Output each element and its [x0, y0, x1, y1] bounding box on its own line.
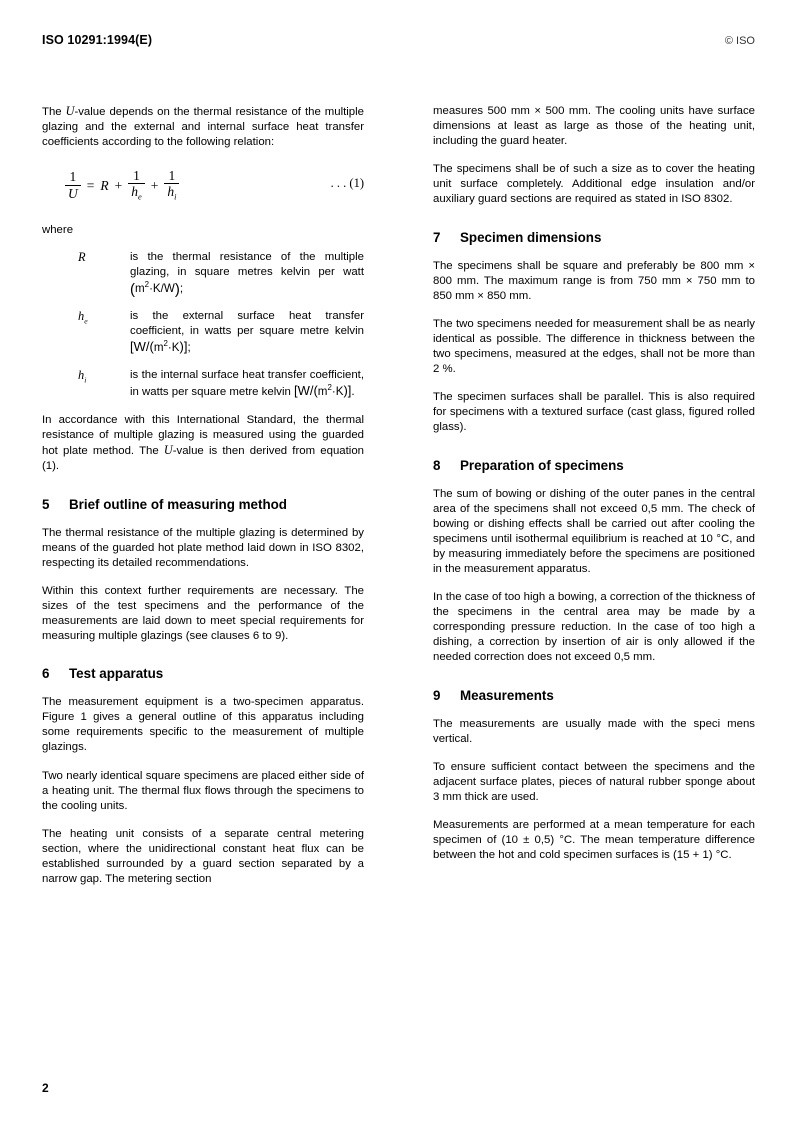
paragraph: In the case of too high a bowing, a correction of the thickness of the specimens in the central area may be made by a corresponding pressure reduction. In the case of too high a dishing, a correction by insertion of air is only allowed if the needed correction does not exceed 0,5 mm.: [433, 591, 755, 664]
section-number: 5: [42, 496, 50, 512]
paragraph: Measurements are performed at a mean temperature for each specimen of (10 ± 0,5) °C. The mean temperature difference between the hot and cold specimen surfaces is (15 + 1) °C.: [433, 819, 755, 862]
standard-reference: ISO 10291:1994(E): [42, 33, 153, 47]
definition-text: [130, 250, 364, 296]
accordance-text-b: -value is then derived from equation (1).: [42, 445, 364, 473]
section-number: 8: [433, 457, 441, 473]
h-symbol: h: [167, 184, 175, 199]
intro-text-a: The: [42, 106, 66, 118]
where-label: where: [42, 224, 74, 237]
definition-symbol: [78, 368, 86, 388]
section-heading-9: [433, 687, 755, 704]
copyright-notice: © ISO: [724, 35, 755, 47]
paragraph: The two specimens needed for measurement shall be as nearly identical as possible. The difference in thickness between the two specimens, measured at the edges, shall not be more than 2 %.: [433, 317, 755, 376]
numerator: 1: [69, 169, 77, 185]
unit-exponent: 2: [163, 338, 168, 348]
section-title: Preparation of specimens: [460, 457, 624, 473]
section-heading-8: [433, 457, 755, 474]
section-title: Test apparatus: [69, 666, 164, 682]
unit-close-bracket: )]: [343, 383, 352, 399]
fraction-one-over-he: [128, 169, 144, 203]
symbol-subscript: i: [84, 375, 87, 385]
unit-close-paren: ): [174, 280, 180, 298]
denominator: [164, 184, 179, 202]
paragraph: The thermal resistance of the multiple glazing is determined by means of the guarded hot plate method laid down in ISO 8302, respecting its detailed recommendations.: [42, 526, 364, 569]
unit-exponent: 2: [327, 383, 332, 393]
definition-symbol: [78, 309, 88, 329]
numerator: 1: [168, 167, 176, 183]
unit-terminator: ;: [179, 281, 184, 295]
unit-expression: [130, 338, 191, 354]
h-symbol: h: [131, 184, 138, 199]
running-head: [42, 33, 755, 51]
variable-r: R: [100, 177, 109, 193]
denominator: [128, 184, 144, 202]
unit-rest: ·K/W: [149, 281, 175, 295]
paragraph: Two nearly identical square specimens are placed either side of a heating unit. The thermal flux flows through the specimens to the cooling units.: [42, 769, 364, 812]
body-columns: [42, 104, 755, 887]
definition-list: [42, 250, 364, 400]
definition-description: is the external surface heat transfer coefficient, in watts per square metre kelvin: [130, 309, 364, 337]
section-heading-6: [42, 665, 364, 682]
paragraph: The measurement equipment is a two-specimen apparatus. Figure 1 gives a general outline of this apparatus including some requirements specific to the measurement of multiple glazings.: [42, 696, 364, 754]
unit-open-bracket: [W/(: [293, 383, 318, 399]
accordance-text-a: In accordance with this International Standard, the thermal resistance of multiple glazing is measured using the guarded hot plate method. The: [42, 414, 364, 458]
intro-text-b: -value depends on the thermal resistance of the multiple glazing and the external and internal surface heat transfer coefficients according to the following relation:: [42, 106, 365, 149]
subscript-i: i: [174, 192, 177, 202]
paragraph: The heating unit consists of a separate central metering section, where the unidirectional constant heat flux can be established surrounded by a guard section separated by a narrow gap. The metering section: [42, 827, 364, 886]
definition-item-hi: [42, 368, 364, 400]
equals-sign: =: [86, 177, 95, 193]
denominator: U: [68, 185, 78, 201]
unit-metre: m: [317, 385, 328, 399]
section-title: Specimen dimensions: [460, 229, 602, 245]
unit-metre: m: [153, 340, 164, 354]
subscript-e: e: [138, 192, 142, 202]
u-value-symbol: U: [163, 443, 173, 458]
right-column: [433, 104, 755, 863]
unit-expression: [294, 385, 355, 398]
paragraph: The measurements are usually made with the speci mens vertical.: [433, 717, 755, 745]
unit-metre: m: [135, 281, 145, 295]
plus-sign-2: +: [150, 177, 159, 193]
u-value-symbol: U: [65, 104, 75, 118]
paragraph: Within this context further requirements are necessary. The sizes of the test specimens and the performance of the measurements are laid down to meet special requirements for measuring multiple glazings (see clauses 6 to 9).: [42, 584, 364, 643]
definition-item-he: [42, 309, 364, 356]
fraction-one-over-u: [65, 170, 81, 200]
definition-item-r: [42, 250, 364, 296]
section-title: Measurements: [460, 687, 554, 703]
equation-block: [42, 163, 364, 207]
unit-close-bracket: )]: [179, 338, 188, 354]
paragraph: The specimens shall be square and preferably be 800 mm × 800 mm. The maximum range is from 750 mm × 750 mm to 850 mm × 850 mm.: [433, 259, 755, 302]
unit-open-paren: (: [130, 280, 135, 298]
numerator: 1: [133, 167, 140, 183]
definition-text: [130, 368, 364, 400]
paragraph: To ensure sufficient contact between the specimens and the adjacent surface plates, pieces of natural rubber sponge about 3 mm thick are used.: [433, 760, 755, 803]
unit-terminator: .: [351, 385, 355, 399]
section-title: Brief outline of measuring method: [69, 496, 287, 512]
definition-symbol: [78, 250, 86, 265]
paragraph: The specimens shall be of such a size as to cover the heating unit surface completely. Additional edge insulation and/or auxiliary guard sections are required as stated in ISO 8302.: [433, 163, 755, 206]
fraction-one-over-hi: [164, 169, 179, 203]
definition-description: is the thermal resistance of the multiple glazing, in square metres kelvin per watt: [130, 251, 364, 279]
section-number: 7: [433, 229, 441, 245]
definition-text: [130, 309, 364, 356]
unit-expression: [130, 279, 184, 298]
symbol-base: h: [78, 308, 85, 323]
symbol-base: h: [78, 367, 85, 382]
section-heading-5: [42, 496, 364, 513]
section-number: 9: [433, 687, 441, 703]
unit-terminator: ;: [187, 340, 191, 354]
unit-rest: ·K: [167, 340, 180, 354]
equation-number: . . . (1): [330, 176, 364, 191]
equation-1: [64, 163, 180, 207]
symbol-base: R: [78, 250, 86, 265]
section-heading-7: [433, 229, 755, 246]
paragraph: measures 500 mm × 500 mm. The cooling units have surface dimensions at least as large as those of the heating unit, including the guard heater.: [433, 105, 755, 148]
section-number: 6: [42, 666, 50, 682]
accordance-paragraph: [42, 413, 364, 474]
paragraph: The sum of bowing or dishing of the outer panes in the central area of the specimens shall not exceed 0,5 mm. The check of bowing or dishing effects shall be carried out after cooling the specimens until isothermal equilibrium is reached at 10 °C, and by measuring immediately before the specimens are positioned in the measurement apparatus.: [433, 487, 755, 575]
definition-description: is the internal surface heat transfer coefficient, in watts per square metre kelvin: [130, 368, 364, 399]
intro-paragraph: [42, 104, 364, 150]
paragraph: The specimen surfaces shall be parallel. This is also required for specimens with a textured surface (cast glass, figured rolled glass).: [433, 391, 755, 434]
left-column: [42, 104, 364, 887]
plus-sign-1: +: [114, 177, 123, 193]
page-number: 2: [42, 1081, 49, 1095]
unit-open-bracket: [W/(: [130, 338, 154, 354]
unit-exponent: 2: [144, 279, 150, 289]
unit-rest: ·K: [331, 385, 344, 399]
symbol-subscript: e: [84, 316, 88, 326]
